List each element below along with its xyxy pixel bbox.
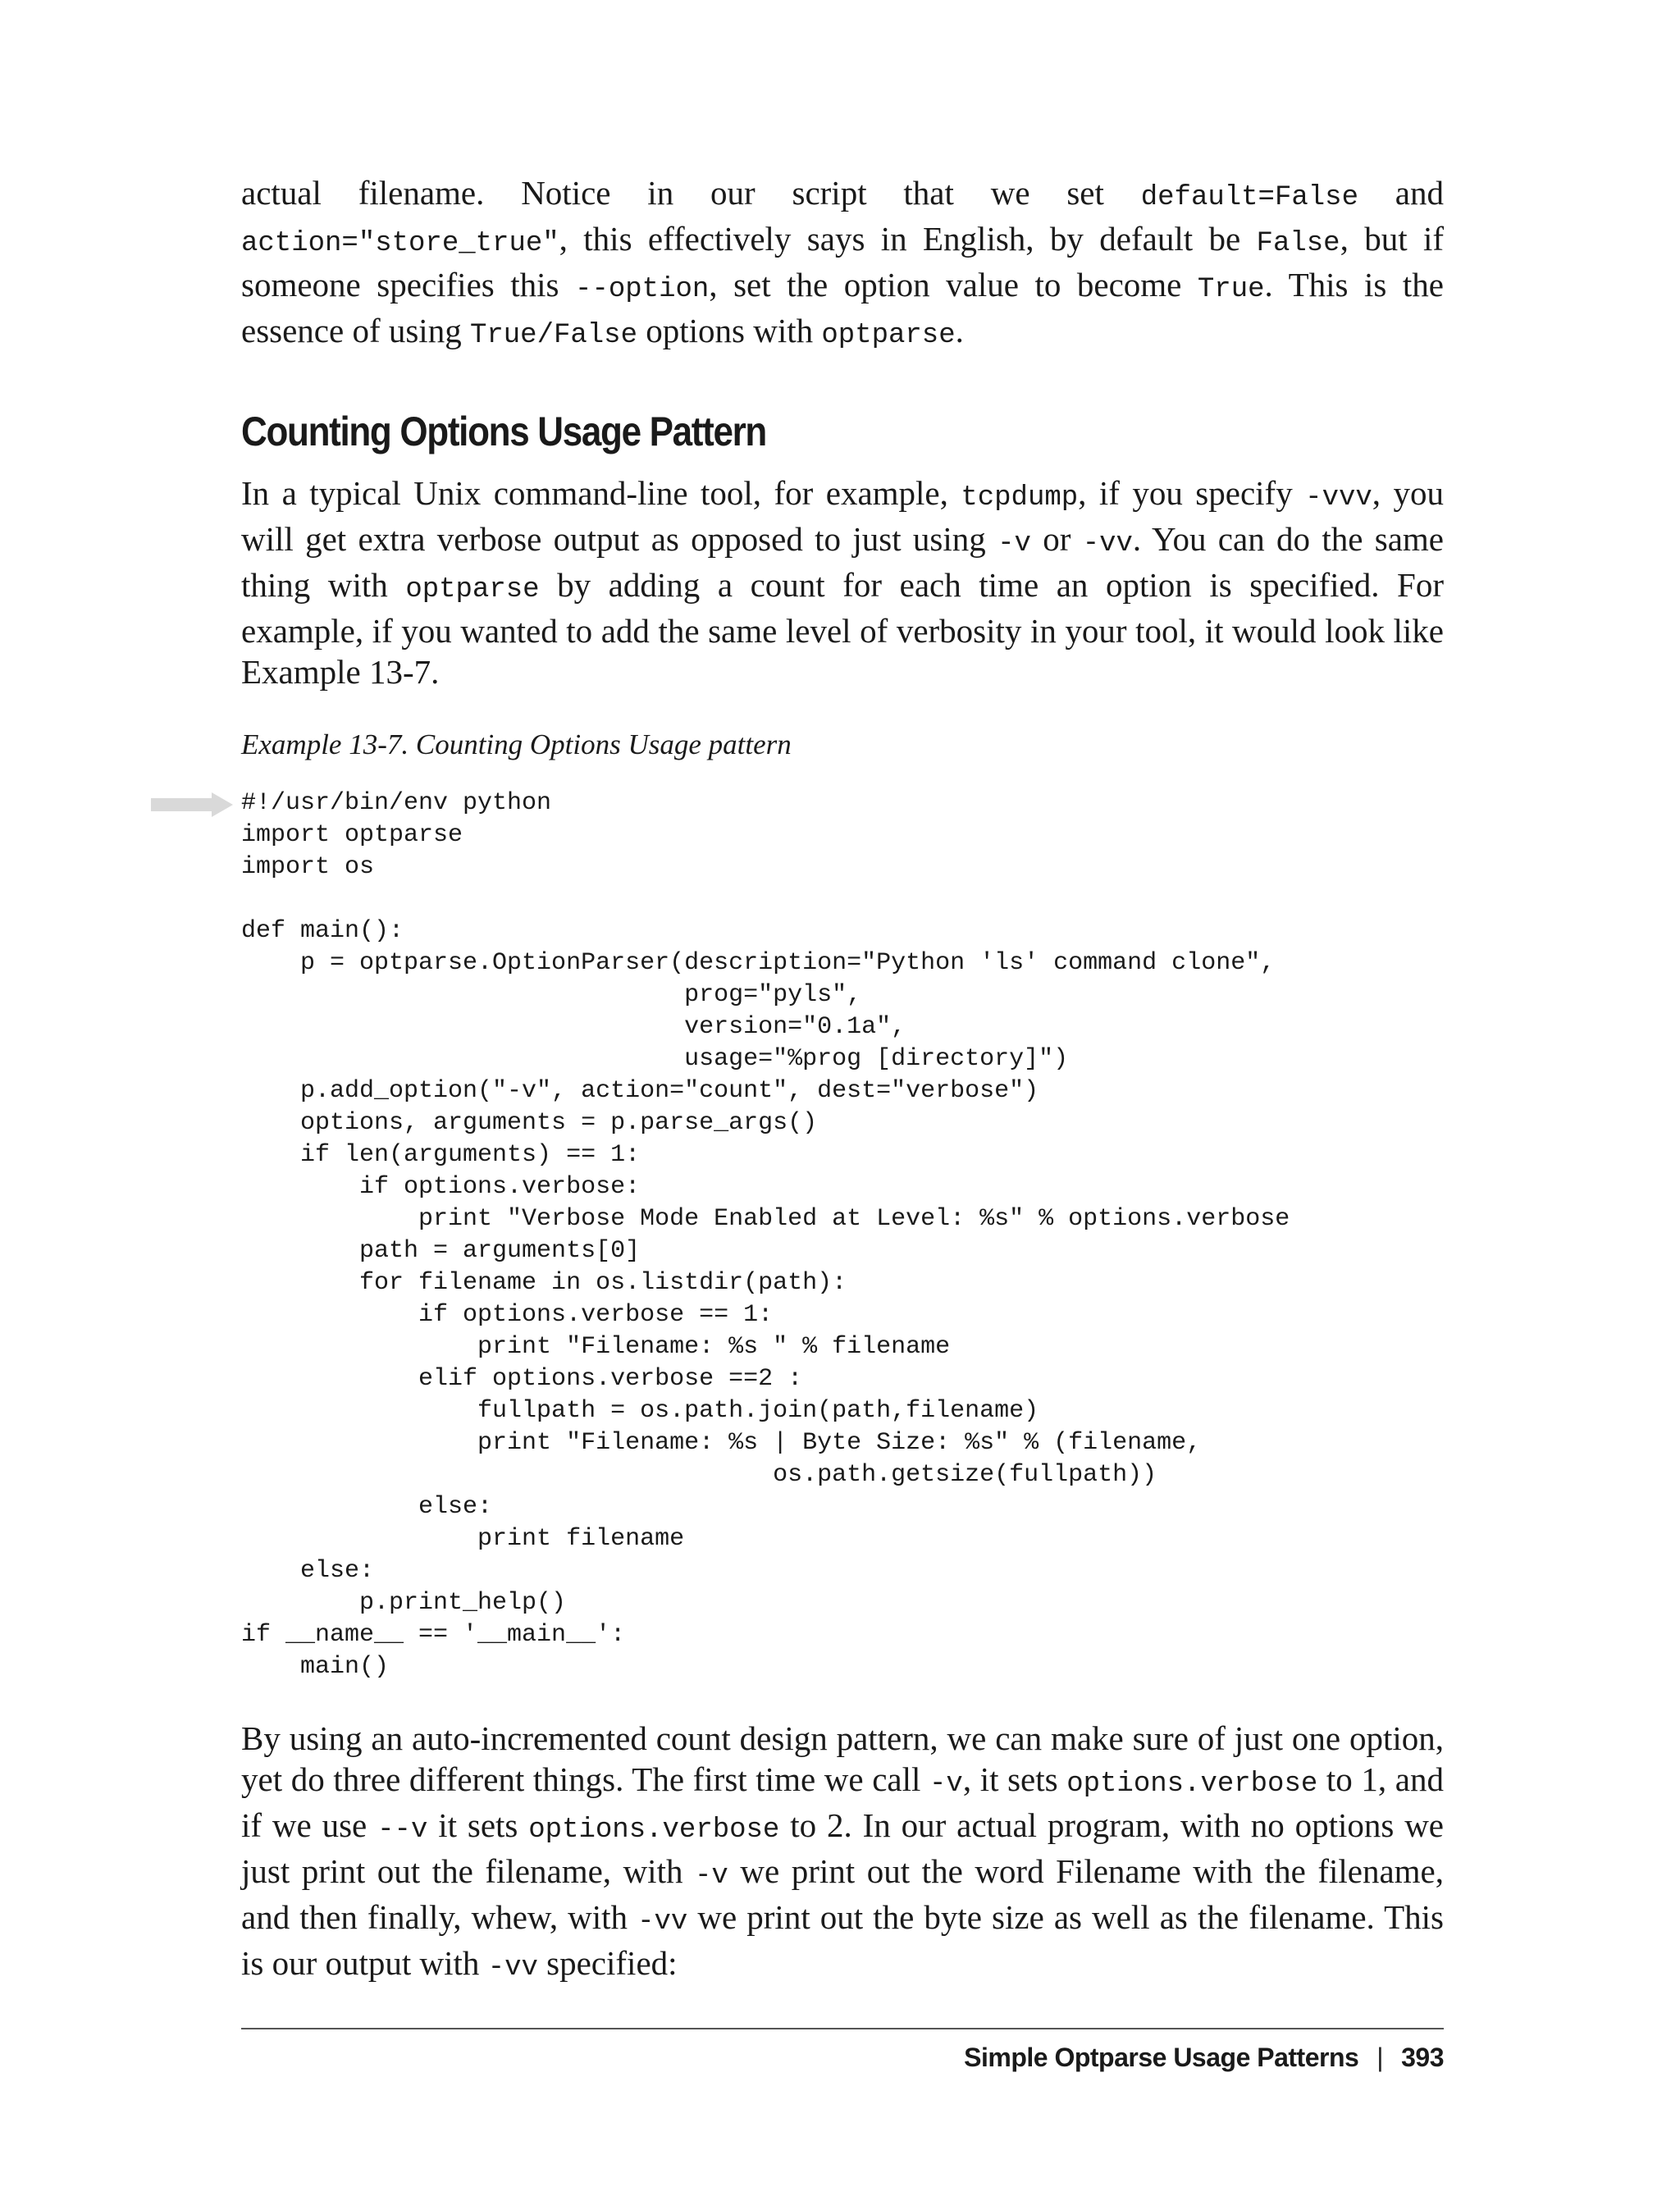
page-number: 393 (1401, 2043, 1444, 2072)
example-caption: Example 13-7. Counting Options Usage pattern (241, 728, 792, 760)
section-heading: Counting Options Usage Pattern (241, 409, 766, 454)
page-footer (964, 2039, 1444, 2075)
text-run: we print out the word Filename with the filename, and then finally, whew, with (241, 1852, 1445, 1936)
text-run: we print out the byte size as well as the filename. This is our output with (241, 1898, 1444, 1982)
text-run: and (1358, 174, 1445, 212)
inline-code: tcpdump (961, 482, 1079, 514)
text-run: By using an auto-incremented count design pattern, we can make sure of just one option, yet do three different things. The first time we call (241, 1719, 1444, 1798)
inline-code: -vvv (1305, 482, 1372, 514)
text-run: . This is the essence of using (241, 266, 1444, 349)
inline-code: -vv (487, 1952, 538, 1984)
inline-code: True (1197, 274, 1265, 305)
inline-code: -vv (1082, 528, 1133, 559)
text-run: , it sets (962, 1760, 1067, 1798)
text-run: , if you specify (1078, 474, 1306, 512)
text-run: In a typical Unix command-line tool, for example, (241, 474, 961, 512)
code-listing: #!/usr/bin/env python import optparse import os def main(): p = optparse.OptionParser(description="Python 'ls' command clone", prog="pyls", version="0.1a", usage="%prog [directory]") p.add_option("-v", action="count", dest="verbose") options, arguments = p.parse_args() if len(arguments) == 1: if options.verbose: print "Verbose Mode Enabled at Level: %s" % options.verbose path = arguments[0] for filename in os.listdir(path): if options.verbose == 1: print "Filename: %s " % filename elif options.verbose ==2 : fullpath = os.path.join(path,filename) print "Filename: %s | Byte Size: %s" % (filename, os.path.getsize(fullpath)) else: print filename else: p.print_help() if __name__ == '__main__': main() (241, 789, 1290, 1681)
closing-paragraph (241, 1718, 1444, 1988)
running-title: Simple Optparse Usage Patterns (964, 2043, 1359, 2072)
text-run: by adding a count for each time an option is specified. For example, if you wanted to add the same level of verbosity in your tool, it would look like Example 13-7. (241, 566, 1444, 691)
text-run: . (955, 312, 964, 349)
inline-code: default=False (1140, 182, 1358, 213)
right-arrow-icon (151, 792, 233, 817)
text-run: , you will get extra verbose output as opposed to just using (241, 474, 1444, 558)
inline-code: False (1256, 228, 1340, 259)
inline-code: --v (377, 1815, 428, 1846)
inline-code: action="store_true" (241, 228, 559, 259)
page-content (241, 172, 1444, 1988)
text-run: . You can do the same thing with (241, 520, 1444, 604)
inline-code: -v (695, 1860, 728, 1892)
inline-code: options.verbose (528, 1815, 780, 1846)
inline-code: optparse (821, 320, 956, 351)
text-run: it sets (427, 1806, 529, 1844)
text-run: or (1030, 520, 1083, 558)
intro-paragraph (241, 172, 1444, 356)
text-run: specified: (537, 1944, 678, 1982)
inline-code: True/False (469, 320, 637, 351)
inline-code: -v (998, 528, 1031, 559)
code-block (241, 788, 1444, 1683)
footer-separator: | (1376, 2043, 1384, 2072)
inline-code: options.verbose (1066, 1769, 1318, 1800)
text-run: actual filename. Notice in our script that we set (241, 174, 1141, 212)
text-run: , set the option value to become (709, 266, 1198, 304)
footer-divider (241, 2028, 1444, 2029)
inline-code: -v (929, 1769, 963, 1800)
text-run: , this effectively says in English, by default be (559, 220, 1257, 258)
inline-code: optparse (405, 574, 540, 605)
text-run: to 1, and if we use (241, 1760, 1444, 1844)
text-run: options with (637, 312, 822, 349)
section-paragraph (241, 472, 1444, 692)
inline-code: -vv (637, 1906, 688, 1938)
text-run: , but if someone specifies this (241, 220, 1444, 304)
inline-code: --option (575, 274, 710, 305)
text-run: to 2. In our actual program, with no options we just print out the filename, with (241, 1806, 1444, 1890)
